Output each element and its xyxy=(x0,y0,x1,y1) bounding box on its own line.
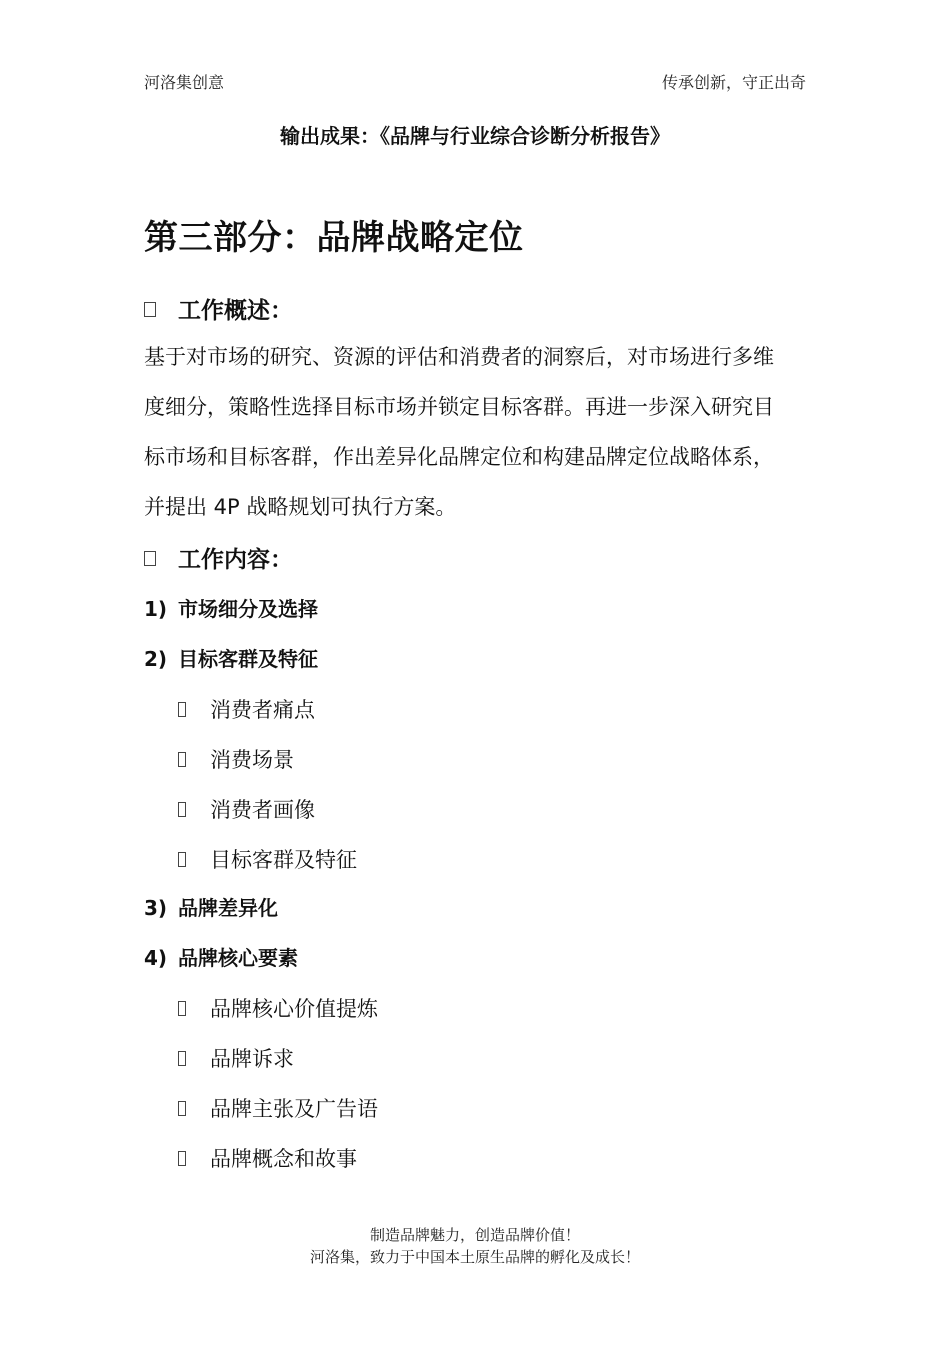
square-bullet-icon xyxy=(178,1001,186,1016)
paragraph-line: 度细分，策略性选择目标市场并锁定目标客群。再进一步深入研究目 xyxy=(144,395,774,419)
item-number: 3) xyxy=(144,896,168,920)
sub-item-label: 消费者画像 xyxy=(210,798,315,822)
sub-item xyxy=(178,1093,378,1123)
list-item xyxy=(144,593,318,622)
item-label: 目标客群及特征 xyxy=(178,647,318,671)
overview-heading xyxy=(144,292,293,325)
sub-item xyxy=(178,1043,294,1073)
sub-item-label: 目标客群及特征 xyxy=(210,848,357,872)
sub-item xyxy=(178,993,378,1023)
paragraph-line: 标市场和目标客群，作出差异化品牌定位和构建品牌定位战略体系， xyxy=(144,445,774,469)
square-bullet-icon xyxy=(144,302,156,317)
square-bullet-icon xyxy=(178,802,186,817)
header-right: 传承创新，守正出奇 xyxy=(661,73,806,92)
sub-item xyxy=(178,694,315,724)
list-item xyxy=(144,892,278,921)
sub-item xyxy=(178,744,294,774)
sub-item-label: 品牌诉求 xyxy=(210,1047,294,1071)
paragraph-line: 并提出 4P 战略规划可执行方案。 xyxy=(144,495,457,519)
square-bullet-icon xyxy=(178,702,186,717)
sub-item-label: 品牌主张及广告语 xyxy=(210,1097,378,1121)
item-number: 2) xyxy=(144,647,168,671)
square-bullet-icon xyxy=(178,1051,186,1066)
item-label: 品牌核心要素 xyxy=(178,946,298,970)
item-label: 品牌差异化 xyxy=(178,896,278,920)
sub-item xyxy=(178,1143,357,1173)
list-item xyxy=(144,643,318,672)
item-number: 1) xyxy=(144,597,168,621)
item-label: 市场细分及选择 xyxy=(178,597,318,621)
square-bullet-icon xyxy=(144,551,156,566)
content-heading xyxy=(144,541,293,574)
square-bullet-icon xyxy=(178,1101,186,1116)
square-bullet-icon xyxy=(178,1151,186,1166)
sub-item-label: 消费场景 xyxy=(210,748,294,772)
sub-item-label: 消费者痛点 xyxy=(210,698,315,722)
sub-item xyxy=(178,794,315,824)
item-number: 4) xyxy=(144,946,168,970)
sub-item xyxy=(178,844,357,874)
content-heading-text: 工作内容： xyxy=(178,547,293,573)
overview-heading-text: 工作概述： xyxy=(178,298,293,324)
sub-item-label: 品牌概念和故事 xyxy=(210,1147,357,1171)
footer-line-1: 制造品牌魅力，创造品牌价值！ xyxy=(369,1226,580,1244)
paragraph-line: 基于对市场的研究、资源的评估和消费者的洞察后，对市场进行多维 xyxy=(144,345,774,369)
header-left: 河洛集创意 xyxy=(144,73,225,92)
overview-paragraph xyxy=(144,332,824,532)
square-bullet-icon xyxy=(178,852,186,867)
sub-item-label: 品牌核心价值提炼 xyxy=(210,997,378,1021)
output-title: 输出成果：《品牌与行业综合诊断分析报告》 xyxy=(280,124,670,148)
footer-line-2: 河洛集，致力于中国本土原生品牌的孵化及成长！ xyxy=(309,1248,640,1266)
part-title: 第三部分：品牌战略定位 xyxy=(144,218,524,258)
list-item xyxy=(144,942,298,971)
square-bullet-icon xyxy=(178,752,186,767)
